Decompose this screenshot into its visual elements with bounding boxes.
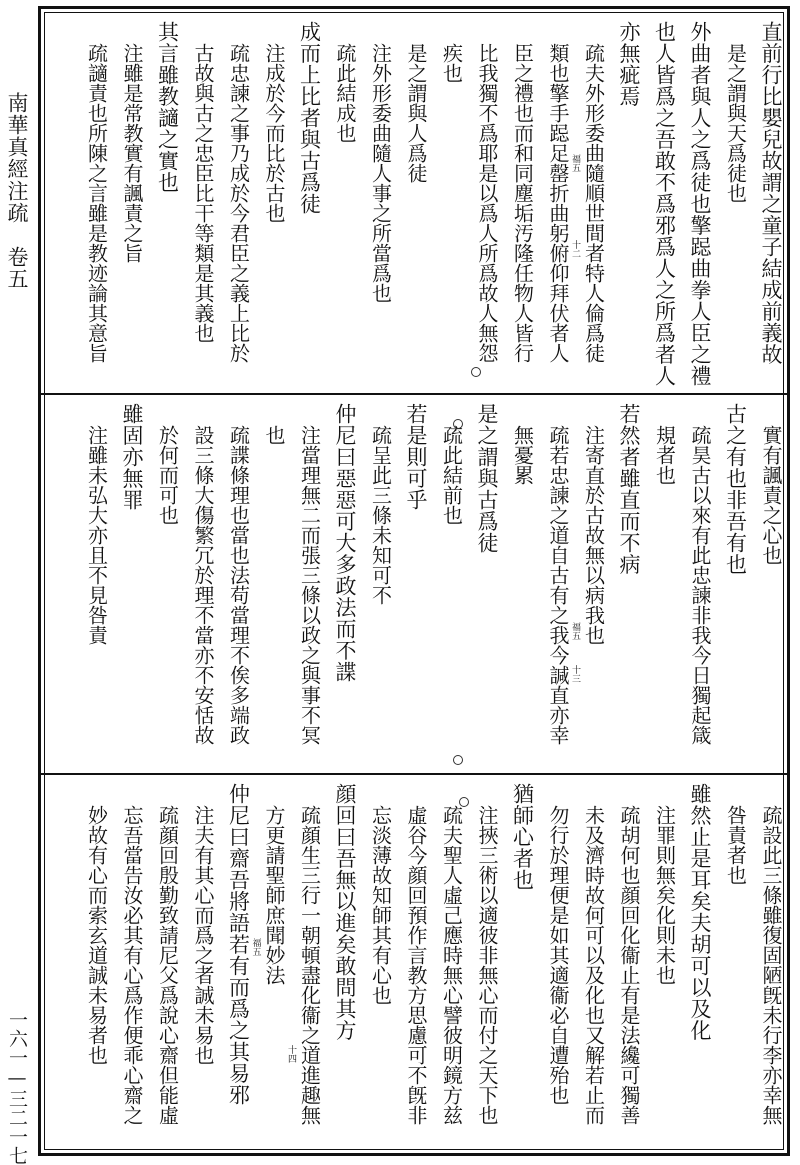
text-column: 妙故有心而索玄道誠未易者也	[84, 804, 109, 1065]
text-column: 是之謂與人爲徒	[404, 42, 428, 183]
text-column: 未及濟時故何可以及化也又解若止而	[581, 804, 606, 1125]
text-column: 疏昊古以來有此忠諫非我今日獨起箴	[688, 424, 712, 745]
text-column: 猶師心者也	[510, 783, 535, 891]
text-column: 疏夫聖人虛己應時無心譬彼明鏡方兹	[439, 804, 464, 1125]
text-column: 咎責者也	[723, 804, 748, 885]
text-column: 雖然止是耳矣夫胡可以及化	[688, 783, 712, 1041]
text-column: 疏夫外形委曲隨順世間者特人倫爲徒	[581, 42, 606, 363]
text-band-middle	[47, 399, 781, 769]
text-column: 注罪則無矣化則未也	[652, 804, 677, 985]
text-column: 於何而可也	[155, 424, 180, 525]
text-column: 顔回曰吾無以進矣敢問其方	[333, 783, 357, 1041]
text-column: 注雖未弘大亦且不見咎責	[84, 424, 109, 645]
band-divider	[41, 773, 787, 775]
text-column: 疏胡何也顔回化衞止有是法纔可獨善	[617, 804, 641, 1125]
text-column: 也人皆爲之吾敢不爲邪爲人之所爲者人	[652, 21, 677, 387]
text-column: 疏顔回殷勤致請尼父爲說心齋但能虛	[155, 804, 180, 1125]
text-column: 虛谷今顔回預作言教方思慮可不旣非	[404, 804, 428, 1125]
text-column: 注寄直於古故無以病我也	[581, 424, 606, 645]
text-column: 疏此結前也	[439, 424, 464, 525]
text-column: 直前行比嬰兒故謂之童子結成前義故	[759, 21, 783, 365]
text-column: 若是則可乎	[404, 403, 428, 511]
text-column: 疏忠諫之事乃成於今君臣之義上比於	[226, 42, 251, 363]
text-column: 無憂累	[510, 424, 535, 485]
leaf-mark: 十四	[286, 1045, 296, 1063]
text-column: 是之謂與古爲徒	[475, 403, 499, 554]
text-column: 注外形委曲隨人事之所當爲也	[368, 42, 393, 303]
leaf-mark: 十三	[570, 665, 580, 683]
text-column: 規者也	[652, 424, 677, 485]
text-column: 仲尼曰齋吾將語若有而爲之其易邪	[226, 783, 251, 1106]
text-column: 臣之禮也而和同塵垢汚隆任物人皆行	[510, 42, 535, 363]
text-column: 勿行於理便是如其適衞必自遭殆也	[546, 804, 570, 1105]
text-column: 注當理無二而張三條以政之與事不冥	[297, 424, 322, 745]
page-frame	[38, 6, 790, 1156]
punctuation-circle	[453, 755, 463, 765]
text-column: 實有諷責之心也	[759, 424, 783, 565]
text-column: 仲尼曰惡惡可大多政法而不諜	[333, 403, 357, 683]
text-column: 亦無疵焉	[617, 21, 641, 107]
leaf-mark: 十二	[570, 240, 580, 258]
text-column: 疏設此三條雖復固陋旣未行李亦幸無	[759, 804, 783, 1125]
leaf-mark: 福五	[570, 154, 580, 172]
text-column: 古之有也非吾有也	[723, 403, 748, 575]
margin-title: 南華真經注疏 卷五	[5, 92, 29, 290]
text-column: 注挾三術以適彼非無心而付之天下也	[475, 804, 499, 1125]
text-column: 比我獨不爲耶是以爲人所爲故人無怨	[475, 42, 499, 363]
margin-page-number: 一六一—三二一七	[6, 1010, 28, 1165]
text-column: 成而上比者與古爲徒	[297, 21, 322, 215]
text-column: 是之謂與天爲徒也	[723, 42, 748, 203]
text-column: 疏若忠諫之道自古有之我今諴直亦幸	[546, 424, 570, 745]
text-column: 疏顔生三行一朝頓盡化衞之道進趣無	[297, 804, 322, 1125]
text-band-top	[47, 17, 781, 389]
text-column: 方更請聖師庶聞妙法	[262, 804, 286, 985]
text-column: 古故與古之忠臣比干等類是其義也	[191, 42, 215, 343]
text-column: 疏諜條理也當也法苟當理不俟多端政	[226, 424, 251, 745]
text-column: 也	[262, 424, 286, 445]
text-column: 外曲者與人之爲徒也擎跽曲拳人臣之禮	[688, 21, 712, 387]
leaf-mark: 福五	[570, 622, 580, 640]
band-divider	[41, 393, 787, 395]
text-column: 雖固亦無罪	[120, 403, 144, 511]
text-column: 注成於今而比於古也	[262, 42, 286, 223]
text-column: 設三條大傷繁冗於理不當亦不安恬故	[191, 424, 215, 745]
text-column: 若然者雖直而不病	[617, 403, 641, 575]
punctuation-circle	[453, 419, 463, 429]
text-column: 注雖是常教實有諷責之旨	[120, 42, 144, 263]
punctuation-circle	[459, 797, 469, 807]
leaf-mark: 福五	[250, 937, 261, 956]
text-column: 其言雖教讁之實也	[155, 21, 180, 193]
text-column: 疏此結成也	[333, 42, 357, 143]
text-column: 類也擎手跽足罄折曲躬俯仰拜伏者人	[546, 42, 570, 363]
text-column: 注夫有其心而爲之者誠未易也	[191, 804, 215, 1065]
punctuation-circle	[471, 367, 481, 377]
text-band-bottom	[47, 779, 781, 1147]
text-column: 疾也	[439, 42, 464, 83]
text-column: 忘吾當告汝必其有心爲作便乖心齋之	[120, 804, 144, 1125]
text-column: 疏讁責也所陳之言雖是教迹論其意旨	[84, 42, 109, 363]
text-column: 疏呈此三條未知可不	[368, 424, 393, 605]
text-column: 忘淡薄故知師其有心也	[368, 804, 393, 1005]
